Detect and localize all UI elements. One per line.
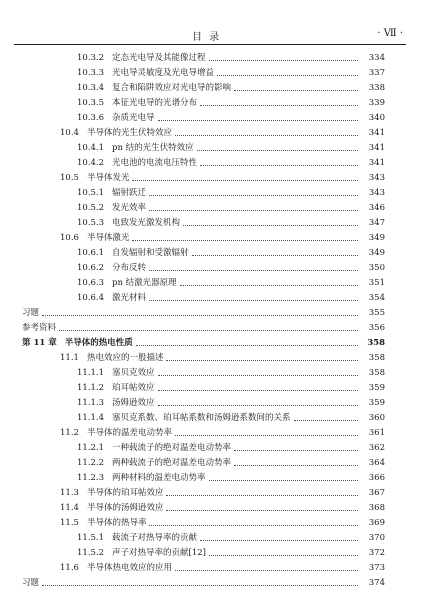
toc-title: 塞贝克效应 [112,368,155,378]
toc-number: 10.3.3 [77,68,105,78]
toc-number: 10.6.3 [77,278,105,288]
toc-title: 一种载流子的绝对温差电动势率 [112,443,232,453]
toc-number: 第 11 章 [22,338,57,348]
toc-title: 杂质光电导 [112,113,155,123]
dot-leader [59,329,358,331]
toc-page-number: 356 [368,323,385,333]
toc-title: 半导体的汤姆逊效应 [86,503,164,513]
dot-leader [234,89,358,91]
header-title: 目 录 [192,32,222,43]
toc-page-number: 341 [368,143,385,153]
toc-number: 11.3 [60,488,79,498]
toc-title: 热电效应的一般描述 [86,353,164,363]
toc-number: 11.2.1 [77,443,105,453]
toc-page-number: 368 [368,503,385,513]
toc-page-number: 349 [368,248,385,258]
toc-row[interactable] [77,364,385,379]
toc-page-number: 373 [368,563,385,573]
toc-row[interactable] [77,64,385,79]
toc-title: 电致发光激发机构 [112,218,181,228]
toc-page-number: 367 [368,488,385,498]
toc-page-number: 340 [368,113,385,123]
toc-row[interactable] [77,274,385,289]
dot-leader [158,374,358,376]
dot-leader [149,209,358,211]
toc-title: 珀耳帖效应 [112,383,155,393]
toc-title: 光电导灵敏度及光电导增益 [112,68,215,78]
toc-number: 11.1.2 [77,383,105,393]
toc-row[interactable] [60,169,385,184]
toc-page-number: 362 [368,443,385,453]
toc-number: 11.2 [60,428,79,438]
dot-leader [192,254,358,256]
toc-page-number: 364 [368,458,385,468]
dot-leader [42,314,358,316]
toc-number: 11.5.1 [77,533,105,543]
toc-page-number: 369 [368,518,385,528]
toc-title: 本征光电导的光谱分布 [112,98,198,108]
dot-leader [158,119,358,121]
toc-title: 两种载流子的绝对温差电动势率 [112,458,232,468]
dot-leader [149,269,358,271]
toc-row[interactable] [22,574,385,589]
toc-number: 10.5.1 [77,188,105,198]
toc-number: 10.6.4 [77,293,105,303]
toc-number: 10.3.6 [77,113,105,123]
toc-chapter-row[interactable] [22,334,385,349]
toc-title: 半导体的光生伏特效应 [86,128,172,138]
toc-number: 11.1.3 [77,398,105,408]
toc-row[interactable] [77,79,385,94]
toc-title: 光电池的电流电压特性 [112,158,198,168]
dot-leader [158,404,358,406]
toc-page-number: 341 [368,128,385,138]
toc-row[interactable] [60,484,385,499]
toc-number: 10.3.2 [77,53,105,63]
dot-leader [234,464,358,466]
toc-page-number: 346 [368,203,385,213]
toc-page-number: 359 [368,398,385,408]
toc-number: 10.4.1 [77,143,105,153]
dot-leader [200,104,358,106]
toc-number: 11.1.4 [77,413,105,423]
dot-leader [209,554,358,556]
toc-title: 半导体发光 [86,173,130,183]
toc-row[interactable] [77,199,385,214]
toc-page-number: 360 [368,413,385,423]
toc-number: 10.3.5 [77,98,105,108]
toc-row[interactable] [60,124,385,139]
toc-row[interactable] [77,439,385,454]
toc-page-number: 358 [368,353,385,363]
toc-row[interactable] [77,544,385,559]
toc-number: 11.5 [60,518,79,528]
dot-leader [217,74,358,76]
toc-title: pn 结的光生伏特效应 [112,143,194,153]
dot-leader [175,434,358,436]
toc-page-number: 343 [368,173,385,183]
toc-page-number: 349 [368,233,385,243]
toc-number: 11.5.2 [77,548,105,558]
toc-row[interactable] [60,349,385,364]
toc-row[interactable] [77,109,385,124]
dot-leader [209,59,358,61]
toc-row[interactable] [77,529,385,544]
toc-page-number: 358 [367,338,385,348]
header-page-number: · Ⅶ · [377,28,403,39]
toc-title: 定态光电导及其能像过程 [112,53,206,63]
toc-page-number: 347 [368,218,385,228]
toc-page-number: 361 [368,428,385,438]
toc-number: 10.5.3 [77,218,105,228]
toc-title: 分布反转 [112,263,147,273]
toc-page-number: 370 [368,533,385,543]
toc-row[interactable] [60,499,385,514]
toc-row[interactable] [77,184,385,199]
dot-leader [136,344,358,346]
toc-number: 10.6.1 [77,248,105,258]
page-header [0,0,425,44]
toc-number: 10.5.2 [77,203,105,213]
toc-title: 半导体的温差电动势率 [86,428,172,438]
toc-row[interactable] [77,289,385,304]
toc-title: 半导体的热导率 [86,518,147,528]
toc-page-number: 337 [368,68,385,78]
toc-number: 11.2.2 [77,458,105,468]
toc-number: 11.1.1 [77,368,105,378]
toc-number: 10.4 [60,128,79,138]
toc-page-number: 366 [368,473,385,483]
dot-leader [180,284,358,286]
toc-row[interactable] [77,469,385,484]
toc-row[interactable] [60,424,385,439]
toc-page-number: 359 [368,383,385,393]
dot-leader [149,524,358,526]
toc-page-number: 355 [368,308,385,318]
dot-leader [234,449,358,451]
toc-row[interactable] [22,319,385,334]
toc-page-number: 334 [368,53,385,63]
toc-title: 半导体激光 [86,233,130,243]
toc-row[interactable] [77,394,385,409]
toc-page-number: 339 [368,98,385,108]
toc-title: 发光效率 [112,203,147,213]
toc-row[interactable] [77,244,385,259]
toc-page-number: 374 [368,578,385,588]
toc-page-number: 354 [368,293,385,303]
toc-title: 复合和陷阱效应对光电导的影响 [112,83,232,93]
toc-title: 两种材料的温差电动势率 [112,473,206,483]
toc-number: 11.2.3 [77,473,105,483]
dot-leader [175,569,358,571]
dot-leader [166,359,358,361]
toc-row[interactable] [60,514,385,529]
toc-number: 10.5 [60,173,79,183]
dot-leader [294,419,358,421]
dot-leader [149,194,358,196]
toc-title: 汤姆逊效应 [112,398,155,408]
dot-leader [166,494,358,496]
toc-row[interactable] [77,94,385,109]
toc-number: 10.6.2 [77,263,105,273]
toc-title: 辐射跃迁 [112,188,147,198]
dot-leader [158,389,358,391]
header-rule [14,44,406,45]
toc-page-number: 351 [368,278,385,288]
dot-leader [175,134,358,136]
dot-leader [132,179,358,181]
toc-title: 习题 [22,578,40,588]
toc-title: 声子对热导率的贡献[12] [112,548,206,558]
toc-row[interactable] [77,139,385,154]
toc-title: 参考资料 [22,323,57,333]
toc-title: 半导体热电效应的应用 [86,563,172,573]
toc-number: 11.1 [60,353,79,363]
toc-number: 11.4 [60,503,79,513]
toc-title: 半导体的珀耳帖效应 [86,488,164,498]
toc-row[interactable] [77,409,385,424]
dot-leader [200,164,358,166]
toc-page-number: 350 [368,263,385,273]
dot-leader [42,584,358,586]
toc-number: 10.3.4 [77,83,105,93]
toc-page-number: 358 [368,368,385,378]
toc-number: 10.6 [60,233,79,243]
dot-leader [197,149,358,151]
toc-page-number: 341 [368,158,385,168]
toc-row[interactable] [77,379,385,394]
toc-title: 习题 [22,308,40,318]
toc-page-number: 338 [368,83,385,93]
dot-leader [132,239,358,241]
toc-row[interactable] [77,454,385,469]
toc-title: 自发辐射和受激辐射 [112,248,189,258]
dot-leader [200,539,358,541]
toc-number: 11.6 [60,563,79,573]
toc-page-number: 343 [368,188,385,198]
toc-row[interactable] [22,304,385,319]
toc-title: 塞贝克系数、珀耳帖系数和汤姆逊系数间的关系 [112,413,291,423]
dot-leader [149,299,358,301]
toc-number: 10.4.2 [77,158,105,168]
toc-title: 半导体的热电性质 [64,338,133,348]
toc-title: 激光材料 [112,293,147,303]
dot-leader [183,224,358,226]
toc-page-number: 372 [368,548,385,558]
toc-title: pn 结激光器原理 [112,278,177,288]
toc-row[interactable] [77,214,385,229]
toc-row[interactable] [77,259,385,274]
toc-row[interactable] [77,154,385,169]
toc-row[interactable] [60,229,385,244]
dot-leader [166,509,358,511]
toc-row[interactable] [60,559,385,574]
toc-row[interactable] [77,49,385,64]
dot-leader [209,479,358,481]
toc-title: 载流子对热导率的贡献 [112,533,198,543]
